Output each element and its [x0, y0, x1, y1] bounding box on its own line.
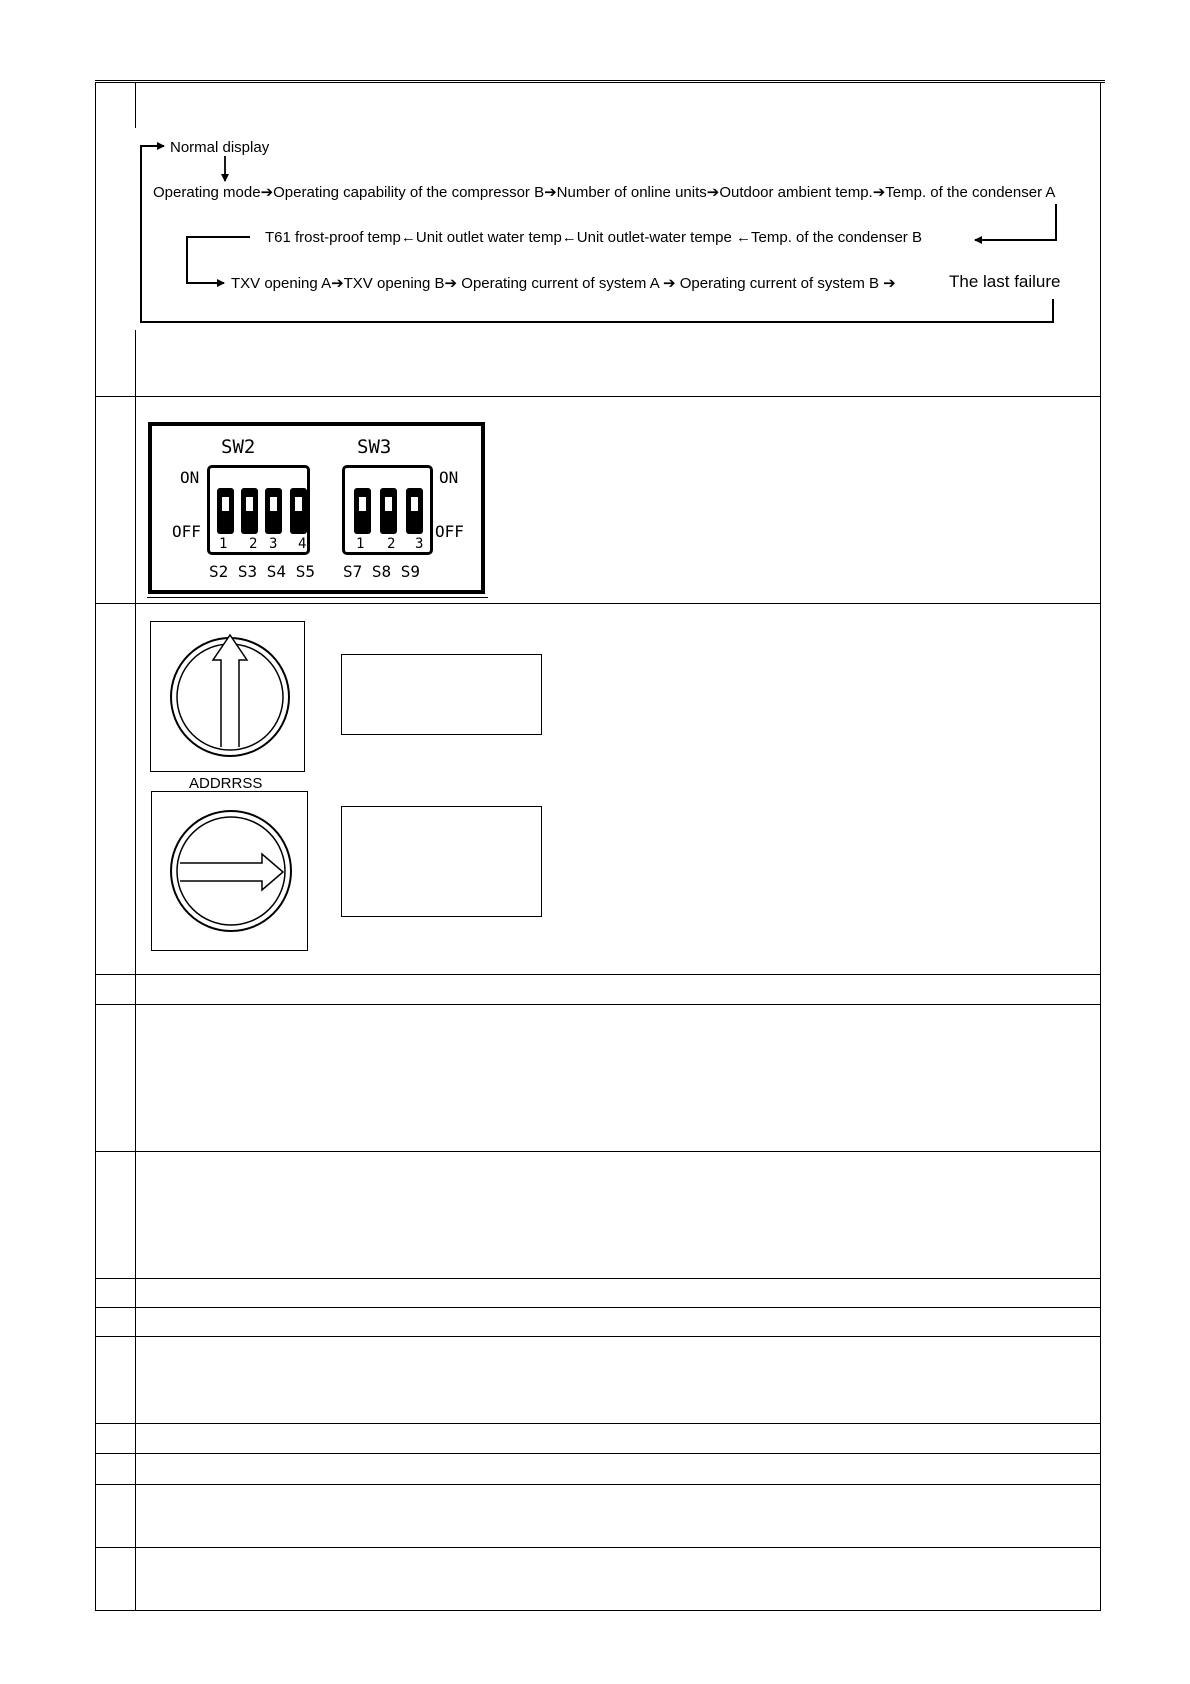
sw3-on-label: ON: [439, 468, 459, 487]
table-column-divider: [135, 330, 136, 1611]
flow-row-1: Operating mode➔Operating capability of the compressor B➔Number of online units➔Outdoor ambient temp.➔Temp. of the condenser A: [153, 184, 1056, 201]
table-row-separator: [95, 603, 1101, 604]
flow-row-2: T61 frost-proof temp←Unit outlet water temp←Unit outlet-water tempe ←Temp. of the condenser B: [265, 229, 922, 246]
table-bottom-border: [95, 1610, 1101, 1611]
sw2-number-4: 4: [298, 536, 307, 552]
sw3-number-3: 3: [415, 536, 424, 552]
sw3-toggle-1[interactable]: [354, 488, 371, 534]
address-label: ADDRRSS: [189, 775, 263, 792]
sw2-toggle-2[interactable]: [241, 488, 258, 534]
table-row-separator: [95, 1484, 1101, 1485]
table-row-separator: [95, 1547, 1101, 1548]
sw2-number-1: 1: [219, 536, 228, 552]
rotary-blank-box-2: [341, 806, 542, 917]
sw2-off-label: OFF: [172, 522, 201, 541]
sw2-title: SW2: [221, 436, 256, 458]
sw2-number-2: 2: [249, 536, 258, 552]
sw2-on-label: ON: [180, 468, 200, 487]
table-row-separator: [95, 1336, 1101, 1337]
sw2-switch-labels: S2 S3 S4 S5: [209, 562, 315, 581]
dip-panel-underline: [147, 597, 488, 598]
rotary-blank-box-1: [341, 654, 542, 735]
address-rotary-switch[interactable]: [150, 621, 305, 772]
sw2-toggle-3[interactable]: [265, 488, 282, 534]
table-row-separator: [95, 1423, 1101, 1424]
dip-panel-frame: [148, 422, 485, 594]
table-row-separator: [95, 1453, 1101, 1454]
row1-to-row2-connector: [975, 204, 1056, 240]
second-rotary-switch[interactable]: [151, 791, 308, 951]
table-row-separator: [95, 974, 1101, 975]
sw3-switch-labels: S7 S8 S9: [343, 562, 421, 581]
table-row-separator: [95, 1004, 1101, 1005]
sw3-toggle-2[interactable]: [380, 488, 397, 534]
normal-display-label: Normal display: [170, 139, 270, 156]
right-arrow-icon: [180, 854, 283, 890]
sw3-title: SW3: [357, 436, 392, 458]
sw2-toggle-4[interactable]: [290, 488, 307, 534]
flow-row-3: TXV opening A➔TXV opening B➔ Operating current of system A ➔ Operating current of system B ➔: [231, 275, 896, 292]
table-row-separator: [95, 1307, 1101, 1308]
sw3-number-1: 1: [356, 536, 365, 552]
sw3-number-2: 2: [387, 536, 396, 552]
sw3-toggle-3[interactable]: [406, 488, 423, 534]
sw2-toggle-1[interactable]: [217, 488, 234, 534]
last-failure-label: The last failure: [949, 272, 1061, 291]
sw2-number-3: 3: [269, 536, 278, 552]
table-row-separator: [95, 1151, 1101, 1152]
sw3-off-label: OFF: [435, 522, 464, 541]
up-arrow-icon: [213, 635, 247, 747]
table-row-separator: [95, 1278, 1101, 1279]
